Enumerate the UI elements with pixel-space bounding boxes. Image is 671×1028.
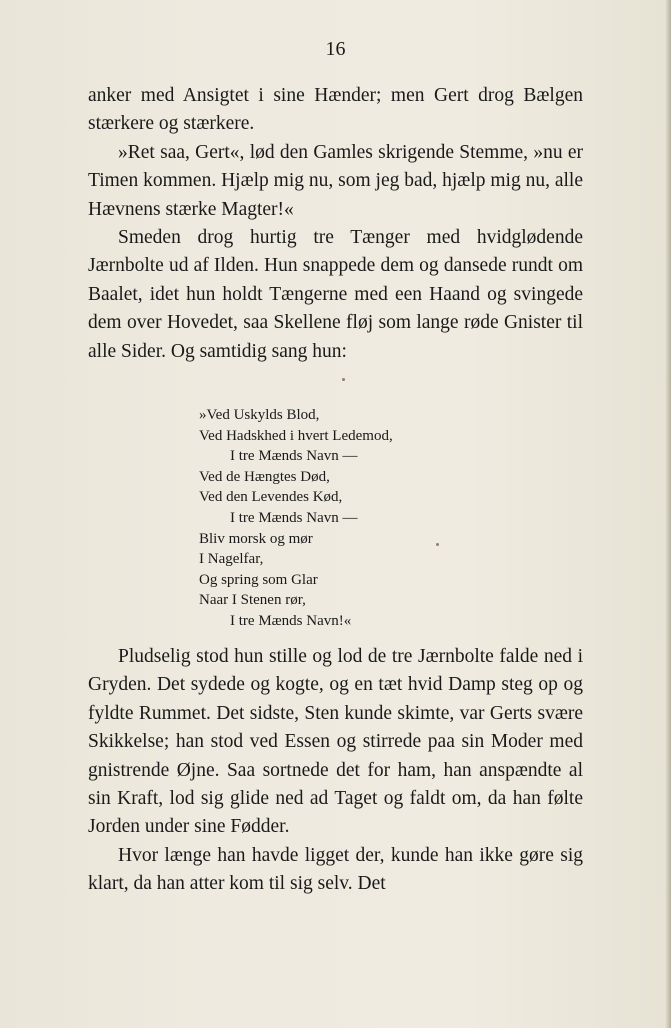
poem-line: Ved den Levendes Kød, xyxy=(199,489,343,506)
page-number: 16 xyxy=(325,38,346,60)
poem-line: I Nagelfar, xyxy=(199,551,264,568)
paragraph-1: anker med Ansigtet i sine Hænder; men Gert drog Bælgen stærkere og stærkere. xyxy=(88,85,583,135)
paper-speck xyxy=(436,543,439,546)
poem-line: Ved de Hængtes Død, xyxy=(199,468,330,485)
paper-speck xyxy=(342,378,345,381)
poem-line: I tre Mænds Navn!« xyxy=(230,612,352,629)
poem-line: Bliv morsk og mør xyxy=(199,530,313,547)
poem-line: I tre Mænds Navn — xyxy=(230,509,358,526)
poem-line: I tre Mænds Navn — xyxy=(230,448,358,465)
paragraph-2: »Ret saa, Gert«, lød den Gamles skrigende Stemme, »nu er Timen kommen. Hjælp mig nu, som jeg bad, hjælp mig nu, alle Hævnens stærke Magter!« xyxy=(88,141,583,220)
poem-line: Ved Hadskhed i hvert Ledemod, xyxy=(199,427,393,444)
poem-line: Og spring som Glar xyxy=(199,571,318,588)
poem-line: »Ved Uskylds Blod, xyxy=(199,407,320,423)
poem-line: Naar I Stenen rør, xyxy=(199,592,306,609)
paragraph-3: Smeden drog hurtig tre Tænger med hvidglødende Jærnbolte ud af Ilden. Hun snappede dem og dansede rundt om Baalet, idet hun holdt Tængerne med een Haand og svingede dem over Hovedet, saa Skellene fløj som lange røde Gnister til alle Sider. Og samtidig sang hun: xyxy=(88,227,583,362)
text-block-bottom xyxy=(88,643,583,899)
paragraph-4: Pludselig stod hun stille og lod de tre Jærnbolte falde ned i Gryden. Det sydede og kogte, og en tæt hvid Damp steg op og fyldte Rummet. Det sidste, Sten kunde skimte, var Gerts svære Skikkelse; han stod ved Essen og stirrede paa sin Moder med gnistrende Øjne. Saa sortnede det for ham, han anspændte al sin Kraft, lod sig glide ned ad Taget og faldt om, da han følte Jorden under sine Fødder. xyxy=(88,646,583,838)
text-block-top xyxy=(88,82,583,366)
poem-verse xyxy=(199,405,393,632)
page-edge-shadow xyxy=(665,0,671,1028)
paragraph-5: Hvor længe han havde ligget der, kunde han ikke gøre sig klart, da han atter kom til sig selv. Det xyxy=(88,844,583,895)
